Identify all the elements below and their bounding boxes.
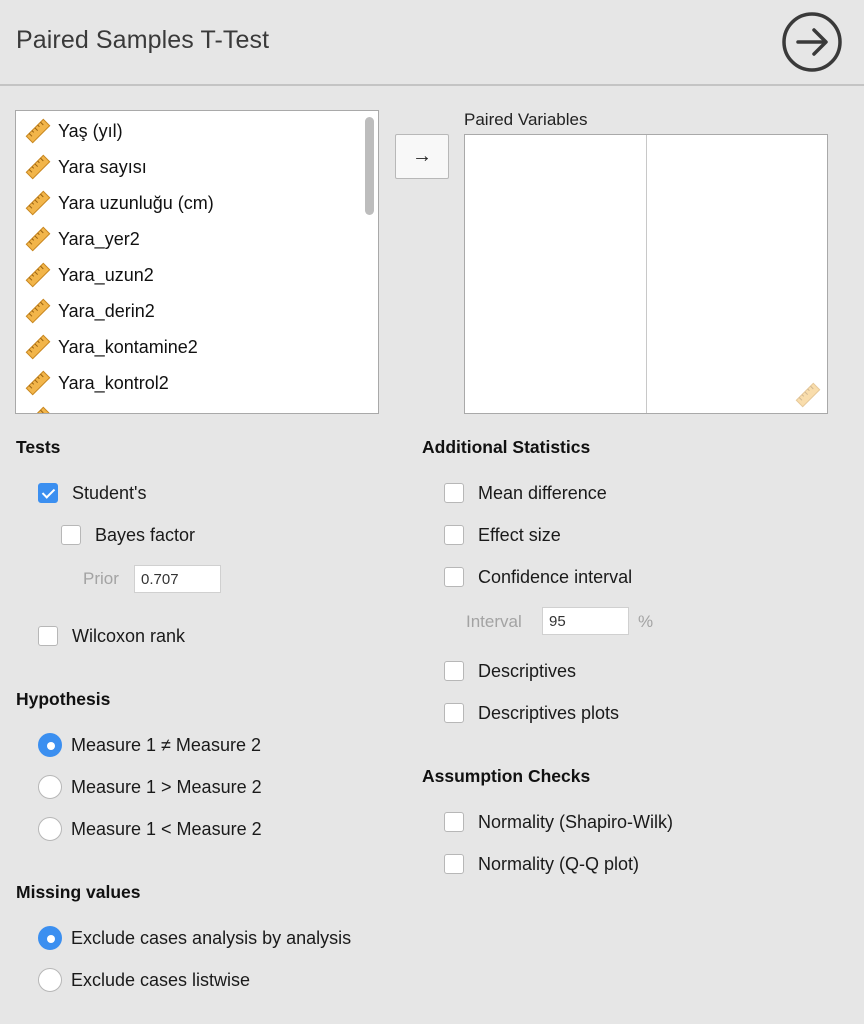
- students-option[interactable]: [38, 479, 147, 507]
- ruler-icon: [25, 118, 51, 144]
- descriptives-plots-checkbox[interactable]: [444, 703, 464, 723]
- bayes-factor-option[interactable]: [61, 521, 195, 549]
- mean-difference-checkbox[interactable]: [444, 483, 464, 503]
- hypothesis-label: Measure 1 > Measure 2: [71, 776, 262, 797]
- variable-list-item[interactable]: [16, 365, 356, 401]
- hypothesis-radio[interactable]: [38, 817, 62, 841]
- missing-option[interactable]: [38, 924, 351, 952]
- effect-size-checkbox[interactable]: [444, 525, 464, 545]
- shapiro-wilk-checkbox[interactable]: [444, 812, 464, 832]
- effect-size-option[interactable]: [444, 521, 561, 549]
- variable-name: Yara_kontamine2: [58, 336, 198, 357]
- hypothesis-radio[interactable]: [38, 733, 62, 757]
- hypothesis-option[interactable]: [38, 815, 262, 843]
- descriptives-option[interactable]: [444, 657, 576, 685]
- mean-difference-option[interactable]: [444, 479, 607, 507]
- variable-name: Yaş (yıl): [58, 120, 123, 141]
- confidence-interval-checkbox[interactable]: [444, 567, 464, 587]
- run-button[interactable]: [781, 11, 843, 73]
- variable-name: Yara uzunluğu (cm): [58, 192, 214, 213]
- variable-list-item[interactable]: [16, 185, 356, 221]
- hypothesis-heading: Hypothesis: [16, 689, 111, 709]
- mean-difference-label: Mean difference: [478, 482, 607, 503]
- assumption-checks-heading: Assumption Checks: [422, 766, 591, 786]
- variable-list-item[interactable]: [16, 221, 356, 257]
- missing-option[interactable]: [38, 966, 250, 994]
- variable-name: Yara sayısı: [58, 156, 147, 177]
- move-to-paired-button[interactable]: →: [395, 134, 449, 179]
- qq-plot-option[interactable]: [444, 850, 639, 878]
- qq-plot-checkbox[interactable]: [444, 854, 464, 874]
- hypothesis-option[interactable]: [38, 773, 262, 801]
- paired-column-divider: [646, 135, 647, 413]
- descriptives-plots-option[interactable]: [444, 699, 619, 727]
- arrow-right-circle-icon: [781, 11, 843, 73]
- variable-list[interactable]: [15, 110, 379, 414]
- interval-input[interactable]: [542, 607, 629, 635]
- variable-list-item[interactable]: [16, 293, 356, 329]
- paired-variables-box[interactable]: [464, 134, 828, 414]
- variable-list-item[interactable]: [16, 257, 356, 293]
- confidence-interval-label: Confidence interval: [478, 566, 633, 587]
- descriptives-plots-label: Descriptives plots: [478, 702, 620, 723]
- shapiro-wilk-label: Normality (Shapiro-Wilk): [478, 811, 674, 832]
- missing-radio[interactable]: [38, 926, 62, 950]
- shapiro-wilk-option[interactable]: [444, 808, 673, 836]
- ruler-icon: [25, 154, 51, 180]
- ruler-icon: [795, 382, 821, 408]
- hypothesis-label: Measure 1 < Measure 2: [71, 818, 262, 839]
- paired-variables-label: Paired Variables: [464, 110, 588, 129]
- variable-list-item[interactable]: [16, 329, 356, 365]
- variable-list-item[interactable]: [16, 113, 356, 149]
- effect-size-label: Effect size: [478, 524, 561, 545]
- prior-input[interactable]: [134, 565, 221, 593]
- ruler-icon: [25, 226, 51, 252]
- confidence-interval-option[interactable]: [444, 563, 632, 591]
- variable-name: Yara_uzun2: [58, 264, 154, 285]
- qq-plot-label: Normality (Q-Q plot): [478, 853, 640, 874]
- page-title: Paired Samples T-Test: [16, 26, 270, 54]
- students-label: Student's: [72, 482, 147, 503]
- hypothesis-option[interactable]: [38, 731, 261, 759]
- additional-statistics-heading: Additional Statistics: [422, 437, 591, 457]
- students-checkbox[interactable]: [38, 483, 58, 503]
- variable-name: Yara_yer2: [58, 228, 140, 249]
- descriptives-checkbox[interactable]: [444, 661, 464, 681]
- missing-radio[interactable]: [38, 968, 62, 992]
- bayes-factor-checkbox[interactable]: [61, 525, 81, 545]
- hypothesis-label: Measure 1 ≠ Measure 2: [71, 734, 261, 755]
- ruler-icon: [25, 262, 51, 288]
- ruler-icon: [25, 406, 51, 414]
- wilcoxon-label: Wilcoxon rank: [72, 625, 186, 646]
- wilcoxon-option[interactable]: [38, 622, 185, 650]
- tests-heading: Tests: [16, 437, 61, 457]
- variable-name: Yara_derin2: [58, 300, 155, 321]
- variable-list-scrollbar[interactable]: [360, 111, 378, 413]
- variable-list-item[interactable]: [16, 149, 356, 185]
- ruler-icon: [25, 334, 51, 360]
- descriptives-label: Descriptives: [478, 660, 577, 681]
- hypothesis-radio[interactable]: [38, 775, 62, 799]
- variable-name: Yara_kontrol2: [58, 372, 169, 393]
- interval-label: Interval: [466, 612, 522, 631]
- interval-unit: %: [638, 612, 654, 631]
- variable-list-item-partial[interactable]: [16, 401, 356, 414]
- prior-label: Prior: [83, 569, 119, 588]
- ruler-icon: [25, 370, 51, 396]
- ruler-icon: [25, 298, 51, 324]
- ruler-icon: [25, 190, 51, 216]
- missing-label: Exclude cases analysis by analysis: [71, 927, 352, 948]
- bayes-factor-label: Bayes factor: [95, 524, 196, 545]
- header-bar: [0, 0, 864, 86]
- missing-label: Exclude cases listwise: [71, 969, 251, 990]
- wilcoxon-checkbox[interactable]: [38, 626, 58, 646]
- scrollbar-thumb[interactable]: [365, 117, 374, 215]
- missing-values-heading: Missing values: [16, 882, 141, 902]
